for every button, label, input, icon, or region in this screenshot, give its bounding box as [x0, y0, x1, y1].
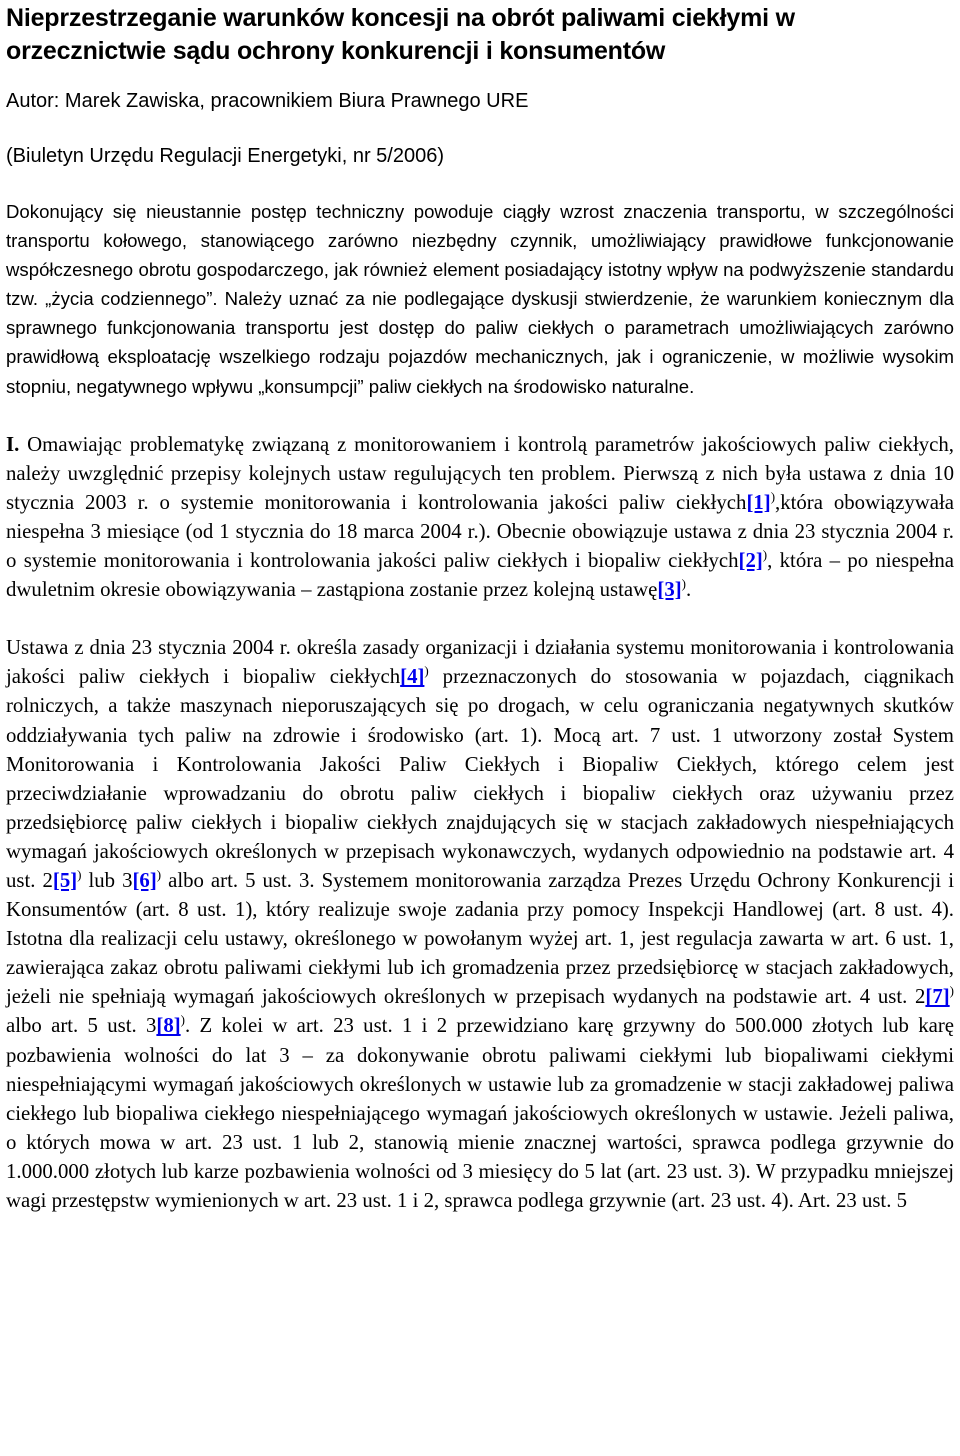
superscript-mark: ): [949, 983, 954, 999]
superscript-mark: ): [770, 488, 776, 504]
superscript-mark: ): [681, 576, 686, 592]
section-number: I.: [6, 432, 20, 456]
superscript-mark: ): [77, 867, 82, 883]
superscript-mark: ): [424, 663, 429, 679]
document-page: [6, 0, 954, 1215]
author-line: Autor: Marek Zawiska, pracownikiem Biura Prawnego URE: [6, 90, 529, 112]
paragraph-text: , która – po niespełna dwuletnim okresie obowiązywania – zastąpiona zostanie przez kolejną ustawę: [6, 549, 954, 602]
footnote-link[interactable]: [2]: [738, 549, 763, 573]
footnote-link[interactable]: [1]: [746, 490, 771, 514]
act-description-paragraph: [6, 633, 954, 1215]
superscript-mark: ): [180, 1012, 185, 1028]
source-line: (Biuletyn Urzędu Regulacji Energetyki, nr 5/2006): [6, 145, 444, 167]
footnote-link[interactable]: [6]: [132, 868, 157, 892]
paragraph-text: ,która obowiązywała niespełna 3 miesiące (od 1 stycznia do 18 marca 2004 r.). Obecnie obowiązuje ustawa z dnia 23 stycznia 2004 r. o systemie monitorowania i kontrolowania jakości paliw ciekłych i biopaliw ciekłych: [6, 490, 954, 573]
paragraph-text: albo art. 5 ust. 3: [6, 1014, 157, 1038]
footnote-link[interactable]: [4]: [400, 665, 425, 689]
superscript-mark: ): [156, 867, 162, 883]
paragraph-text: lub 3: [81, 868, 133, 892]
footnote-link[interactable]: [7]: [925, 985, 950, 1009]
paragraph-text: Ustawa z dnia 23 stycznia 2004 r. określa zasady organizacji i działania systemu monitorowania i kontrolowania jakości paliw ciekłych i biopaliw ciekłych: [6, 636, 954, 689]
footnote-link[interactable]: [8]: [156, 1014, 181, 1038]
footnote-link[interactable]: [3]: [657, 578, 682, 602]
superscript-mark: ): [762, 547, 768, 563]
intro-paragraph: Dokonujący się nieustannie postęp techniczny powoduje ciągły wzrost znaczenia transportu, w szczególności transportu kołowego, stanowiącego zarówno niezbędny czynnik, umożliwiający prawidłowe funkcjonowanie współczesnego obrotu gospodarczego, jak również element posiadający istotny wpływ na podwyższenie standardu tzw. „życia codziennego”. Należy uznać za nie podlegające dyskusji stwierdzenie, że warunkiem koniecznym dla sprawnego funkcjonowania transportu jest dostęp do paliw ciekłych o parametrach umożliwiających zarówno prawidłową eksploatację wszelkiego rodzaju pojazdów mechanicznych, jak i ograniczenie, w możliwie wysokim stopniu, negatywnego wpływu „konsumpcji” paliw ciekłych na środowisko naturalne.: [6, 201, 954, 397]
document-title: Nieprzestrzeganie warunków koncesji na obrót paliwami ciekłymi w orzecznictwie sądu ochrony konkurencji i konsumentów: [6, 4, 795, 65]
paragraph-text: . Z kolei w art. 23 ust. 1 i 2 przewidziano karę grzywny do 500.000 złotych lub karę pozbawienia wolności do lat 3 – za dokonywanie obrotu paliwami ciekłymi lub biopaliwami ciekłymi niespełniającymi wymagań jakościowych określonych w ustawie lub za gromadzenie w stacji zakładowej paliwa ciekłego lub biopaliwa ciekłego niespełniającego wymagań jakościowych określonych w ustawie. Jeżeli paliwa, o których mowa w art. 23 ust. 1 lub 2, stanowią mienie znacznej wartości, sprawca podlega grzywnie do 1.000.000 złotych lub karze pozbawienia wolności od 3 miesięcy do 5 lat (art. 23 ust. 3). W przypadku mniejszej wagi przestępstw wymienionych w art. 23 ust. 1 i 2, sprawca podlega grzywnie (art. 23 ust. 4). Art. 23 ust. 5: [6, 1014, 954, 1212]
footnote-link[interactable]: [5]: [52, 868, 78, 892]
paragraph-text: Omawiając problematykę związaną z monitorowaniem i kontrolą parametrów jakościowych paliw ciekłych, należy uwzględnić przepisy kolejnych ustaw regulujących ten problem. Pierwszą z nich była ustawa z dnia 10 stycznia 2003 r. o systemie monitorowania i kontrolowania jakości paliw ciekłych: [6, 432, 954, 514]
section-one-paragraph: [6, 430, 954, 605]
paragraph-text: .: [686, 578, 692, 602]
paragraph-text: przeznaczonych do stosowania w pojazdach, ciągnikach rolniczych, a także maszynach nieporuszających się po drogach, w celu ograniczania negatywnych skutków oddziaływania tych paliw na zdrowie i środowisko (art. 1). Mocą art. 7 ust. 1 utworzony został System Monitorowania i Kontrolowania Jakości Paliw Ciekłych i Biopaliw Ciekłych, którego celem jest przeciwdziałanie wprowadzaniu do obrotu paliw ciekłych i biopaliw ciekłych oraz używaniu przez przedsiębiorcę paliw ciekłych i biopaliw ciekłych znajdujących się w stacjach zakładowych niespełniających wymagań jakościowych określonych w przepisach wykonawczych, wydanych odpowiednio na podstawie art. 4 ust. 2: [6, 665, 954, 892]
paragraph-text: albo art. 5 ust. 3. Systemem monitorowania zarządza Prezes Urzędu Ochrony Konkurencji i Konsumentów (art. 8 ust. 1), który realizuje swoje zadania przy pomocy Inspekcji Handlowej (art. 8 ust. 4). Istotna dla realizacji celu ustawy, określonego w powołanym wyżej art. 1, jest regulacja zawarta w art. 6 ust. 1, zawierająca zakaz obrotu paliwami ciekłymi lub ich gromadzenia przez przedsiębiorcę w stacjach zakładowych, jeżeli nie spełniają wymagań jakościowych określonych w przepisach wydanych na podstawie art. 4 ust. 2: [6, 868, 954, 1009]
